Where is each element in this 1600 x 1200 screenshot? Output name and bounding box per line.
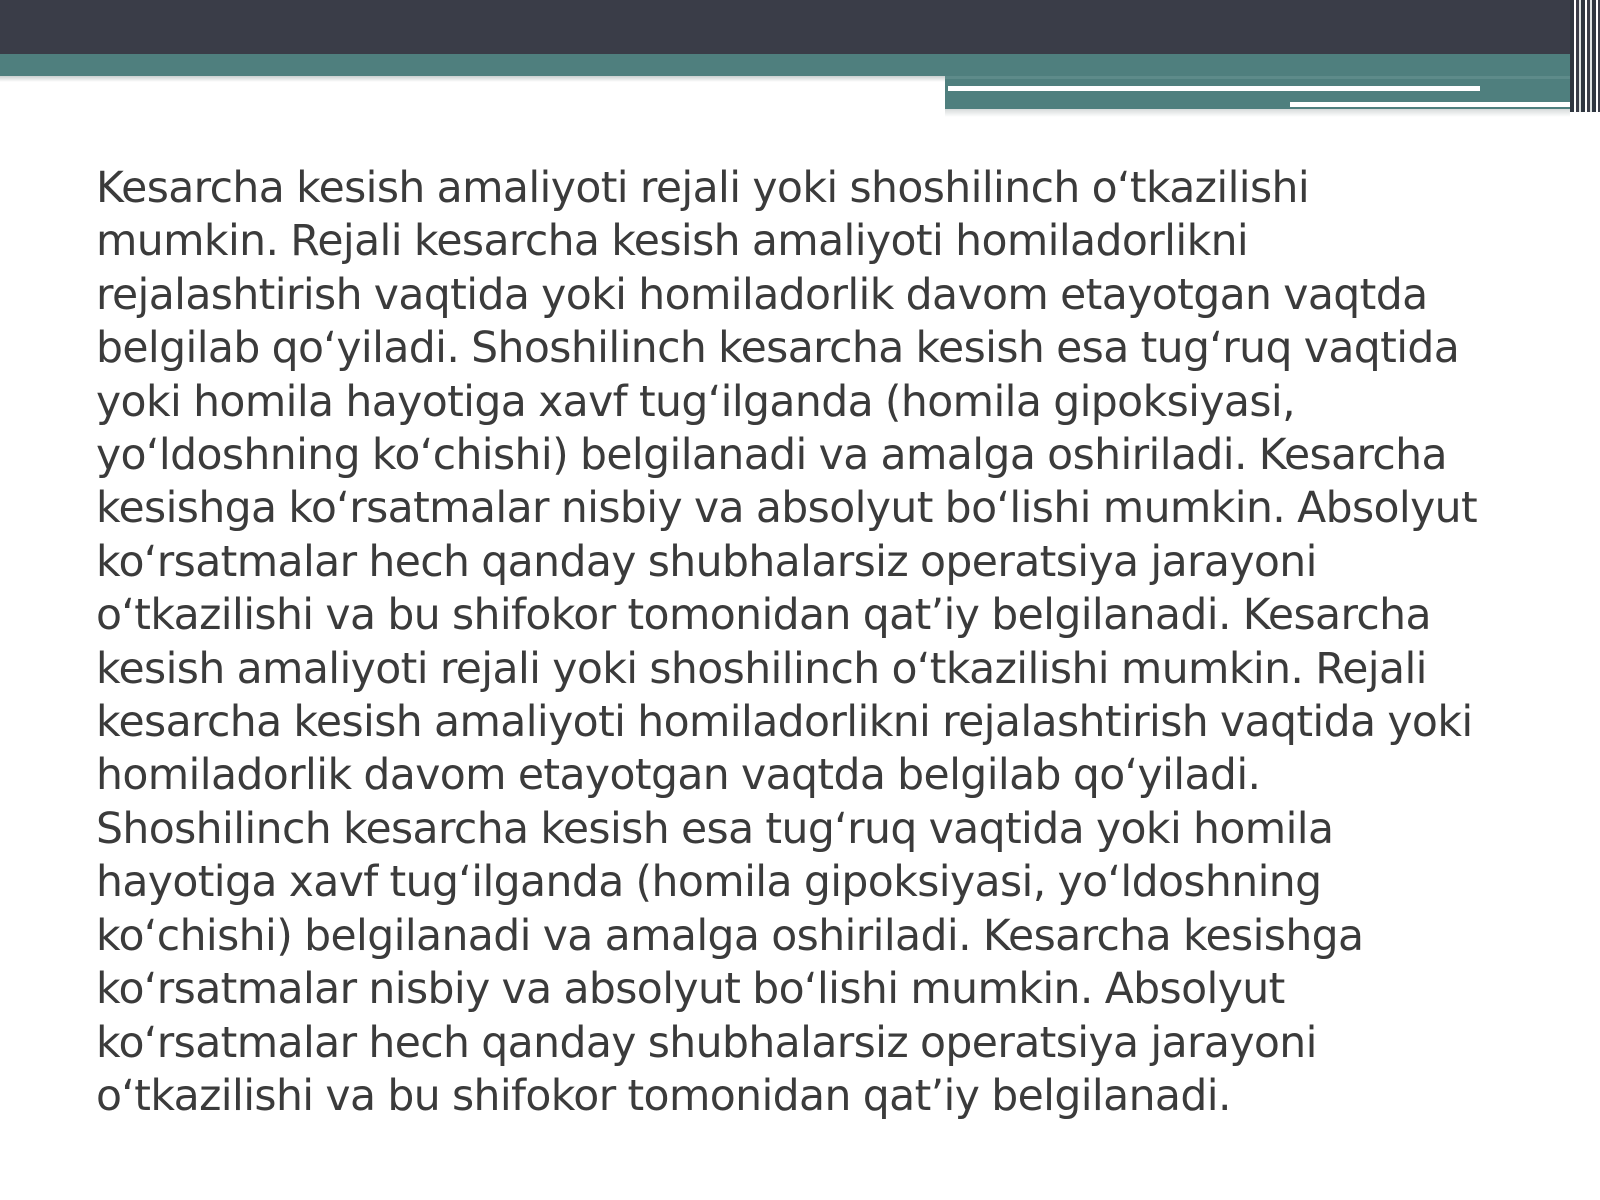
header-corner-stripes [1570, 0, 1600, 112]
header-accent-line [948, 86, 1480, 91]
header-band-dark [0, 0, 1600, 54]
slide-body-text: Kesarcha kesish amaliyoti rejali yoki shoshilinch o‘tkazilishi mumkin. Rejali kesarcha kesish amaliyoti homiladorlikni rejalashtirish vaqtida yoki homiladorlik davom etayotgan vaqtda belgilab qo‘yiladi. Shoshilinch kesarcha kesish esa tug‘ruq vaqtida yoki homila hayotiga xavf tug‘ilganda (homila gipoksiyasi, yo‘ldoshning ko‘chishi) belgilanadi va amalga oshiriladi. Kesarcha kesishga ko‘rsatmalar nisbiy va absolyut bo‘lishi mumkin. Absolyut ko‘rsatmalar hech qanday shubhalarsiz operatsiya jarayoni o‘tkazilishi va bu shifokor tomonidan qat’iy belgilanadi. Kesarcha kesish amaliyoti rejali yoki shoshilinch o‘tkazilishi mumkin. Rejali kesarcha kesish amaliyoti homiladorlikni rejalashtirish vaqtida yoki homiladorlik davom etayotgan vaqtda belgilab qo‘yiladi. Shoshilinch kesarcha kesish esa tug‘ruq vaqtida yoki homila hayotiga xavf tug‘ilganda (homila gipoksiyasi, yo‘ldoshning ko‘chishi) belgilanadi va amalga oshiriladi. Kesarcha kesishga ko‘rsatmalar nisbiy va absolyut bo‘lishi mumkin. Absolyut ko‘rsatmalar hech qanday shubhalarsiz operatsiya jarayoni o‘tkazilishi va bu shifokor tomonidan qat’iy belgilanadi. [96, 164, 1478, 1121]
header-band-teal [0, 54, 1600, 76]
header-accent-line-short [1290, 102, 1570, 107]
header-shadow [0, 76, 945, 82]
header-step-shadow [945, 109, 1570, 117]
